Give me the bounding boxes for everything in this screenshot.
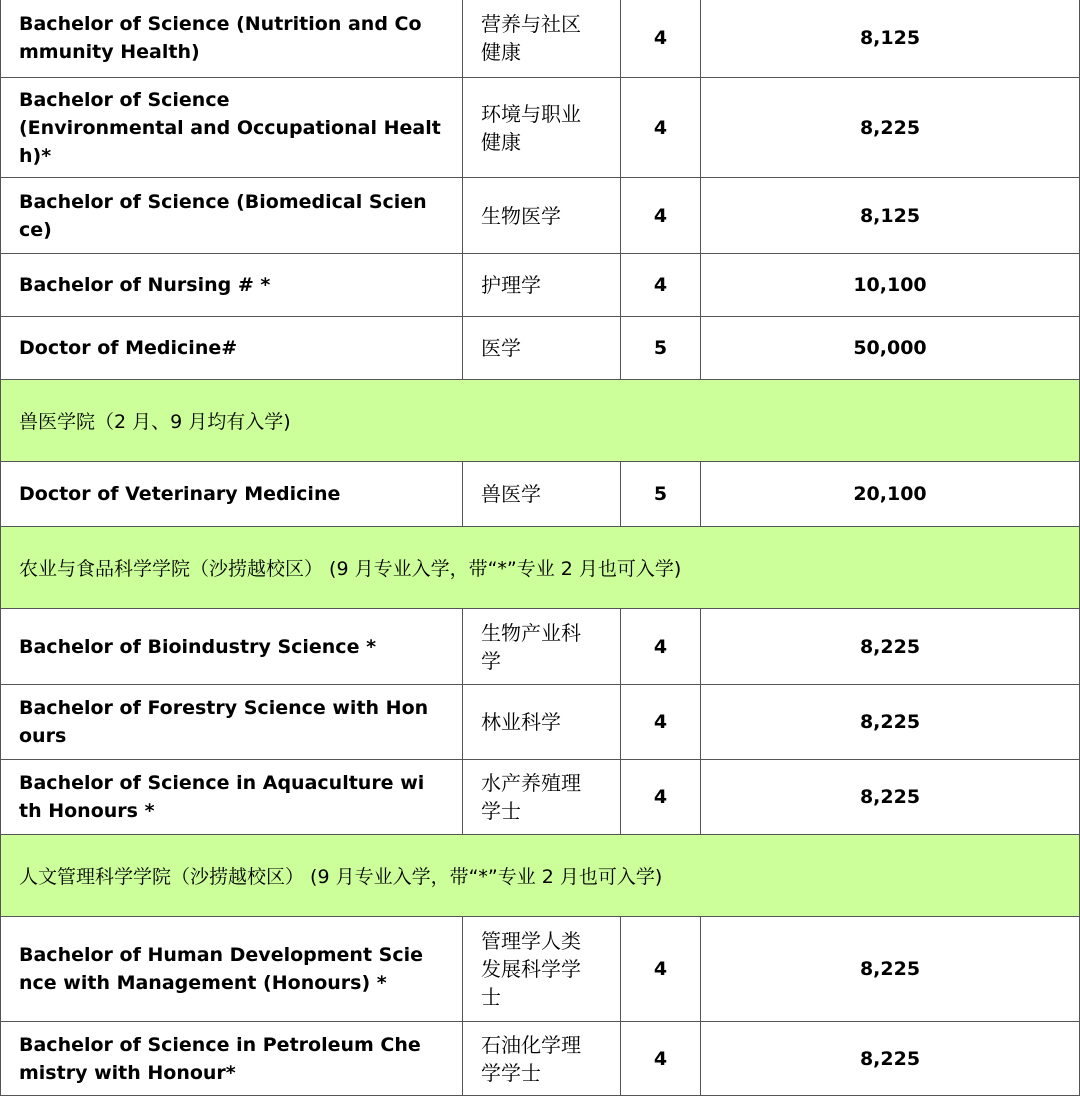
program-name-cn xyxy=(463,78,621,177)
section-header-row xyxy=(0,380,1080,462)
program-name-cn-line: 林业科学 xyxy=(481,710,561,734)
duration-years: 5 xyxy=(621,462,701,526)
program-name-cn xyxy=(463,0,621,77)
program-name-cn-line: 学 xyxy=(481,648,501,673)
program-name-line: Bachelor of Science (Biomedical Scien xyxy=(19,190,427,213)
program-name-cn xyxy=(463,760,621,834)
tuition-fee: 10,100 xyxy=(853,274,927,296)
program-name-en xyxy=(1,609,463,684)
program-name-line: nce with Management (Honours) * xyxy=(19,972,387,994)
program-name-cn-line: 护理学 xyxy=(481,273,541,297)
program-name-cn-line: 水产养殖理 xyxy=(481,771,581,795)
program-name-en xyxy=(1,254,463,316)
program-name-cn-line: 兽医学 xyxy=(481,482,541,506)
program-name-cn-line: 士 xyxy=(481,985,501,1009)
program-name-line: Bachelor of Nursing # * xyxy=(19,274,271,296)
section-header-row xyxy=(0,835,1080,917)
duration-years: 4 xyxy=(621,685,701,759)
program-name-en xyxy=(1,917,463,1021)
table-row xyxy=(0,760,1080,835)
program-name-line: mmunity Health) xyxy=(19,41,200,63)
program-name-cn-line: 健康 xyxy=(481,40,521,64)
program-name-cn-line: 发展科学学 xyxy=(481,957,581,981)
program-name-en xyxy=(1,317,463,379)
program-name-line: Bachelor of Forestry Science with Hon xyxy=(19,697,429,719)
section-title: 兽医学院（2 月、9 月均有入学) xyxy=(19,411,291,433)
program-name-cn xyxy=(463,917,621,1021)
program-name-line: ours xyxy=(19,725,67,747)
program-name-line: Bachelor of Bioindustry Science * xyxy=(19,635,377,658)
program-name-en xyxy=(1,78,463,177)
tuition-fee: 8,225 xyxy=(859,635,921,658)
table-row xyxy=(0,917,1080,1022)
tuition-fee: 20,100 xyxy=(853,483,927,505)
program-name-en xyxy=(1,462,463,526)
program-name-line: Bachelor of Science in Petroleum Che xyxy=(19,1033,421,1056)
program-name-cn-line: 医学 xyxy=(481,336,521,360)
tuition-fee: 8,125 xyxy=(859,204,921,227)
table-row xyxy=(0,685,1080,760)
program-name-line: Doctor of Medicine# xyxy=(19,337,238,359)
duration-years: 5 xyxy=(621,317,701,379)
program-name-line: h)* xyxy=(19,144,52,167)
section-title: 人文管理科学学院（沙捞越校区） (9 月专业入学，带“*”专业 2 月也可入学) xyxy=(19,866,663,888)
table-row xyxy=(0,462,1080,527)
tuition-fee: 8,225 xyxy=(859,116,921,139)
duration-years: 4 xyxy=(621,78,701,177)
tuition-fee: 8,225 xyxy=(859,958,921,980)
program-name-cn-line: 生物医学 xyxy=(481,203,561,228)
program-name-line: th Honours * xyxy=(19,800,155,822)
table-row xyxy=(0,0,1080,78)
program-name-cn xyxy=(463,685,621,759)
program-name-cn-line: 环境与职业 xyxy=(481,101,581,126)
program-name-line: mistry with Honour* xyxy=(19,1061,236,1084)
program-name-cn-line: 石油化学理 xyxy=(481,1032,581,1057)
program-name-cn-line: 学士 xyxy=(481,799,521,823)
program-name-en xyxy=(1,1022,463,1095)
tuition-fee: 8,125 xyxy=(859,27,921,49)
program-name-line: Doctor of Veterinary Medicine xyxy=(19,483,341,505)
program-name-en xyxy=(1,760,463,834)
program-name-cn-line: 健康 xyxy=(481,129,521,154)
program-name-cn xyxy=(463,609,621,684)
program-name-cn xyxy=(463,1022,621,1095)
program-name-cn-line: 营养与社区 xyxy=(481,12,581,36)
program-name-en xyxy=(1,0,463,77)
program-name-line: Bachelor of Science in Aquaculture wi xyxy=(19,772,425,794)
program-name-cn xyxy=(463,317,621,379)
tuition-fee: 50,000 xyxy=(853,337,927,359)
table-row xyxy=(0,78,1080,178)
duration-years: 4 xyxy=(621,0,701,77)
table-row xyxy=(0,254,1080,317)
table-row xyxy=(0,178,1080,254)
tuition-fee: 8,225 xyxy=(859,711,921,733)
program-name-line: Bachelor of Human Development Scie xyxy=(19,944,424,966)
program-name-cn xyxy=(463,254,621,316)
program-name-cn-line: 管理学人类 xyxy=(481,929,581,953)
program-name-cn xyxy=(463,462,621,526)
duration-years: 4 xyxy=(621,178,701,253)
program-name-line: (Environmental and Occupational Healt xyxy=(19,116,441,139)
table-row xyxy=(0,609,1080,685)
program-name-en xyxy=(1,685,463,759)
program-name-en xyxy=(1,178,463,253)
duration-years: 4 xyxy=(621,609,701,684)
duration-years: 4 xyxy=(621,254,701,316)
section-header-row xyxy=(0,527,1080,609)
program-name-cn-line: 生物产业科 xyxy=(481,620,581,645)
section-title: 农业与食品科学学院（沙捞越校区） (9 月专业入学，带“*”专业 2 月也可入学) xyxy=(19,558,682,580)
program-name-line: ce) xyxy=(19,218,52,241)
duration-years: 4 xyxy=(621,760,701,834)
tuition-fee: 8,225 xyxy=(859,786,921,808)
tuition-fee: 8,225 xyxy=(859,1047,921,1070)
duration-years: 4 xyxy=(621,917,701,1021)
duration-years: 4 xyxy=(621,1022,701,1095)
program-name-line: Bachelor of Science xyxy=(19,88,230,111)
program-name-line: Bachelor of Science (Nutrition and Co xyxy=(19,13,422,35)
program-name-cn-line: 学学士 xyxy=(481,1060,541,1085)
table-row xyxy=(0,317,1080,380)
program-name-cn xyxy=(463,178,621,253)
table-row xyxy=(0,1022,1080,1096)
